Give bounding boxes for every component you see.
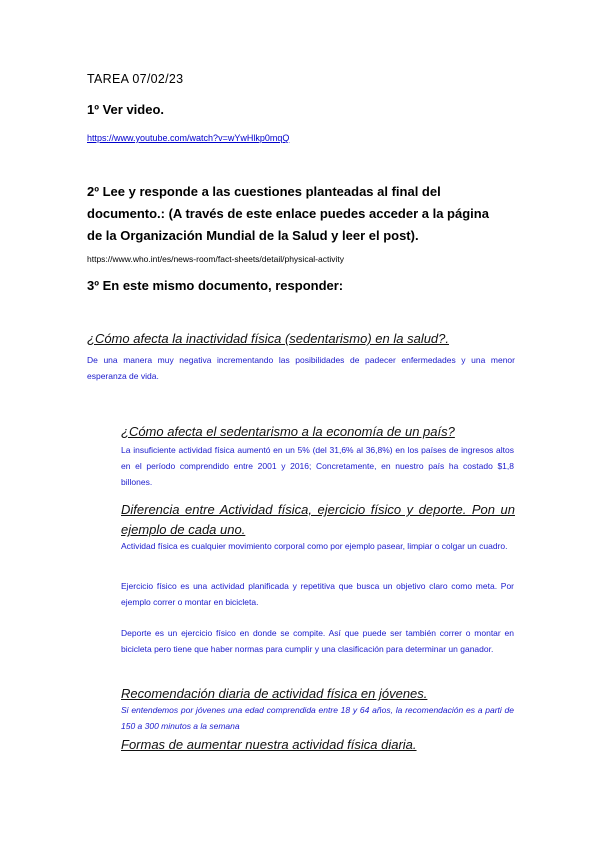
answer-sedentarism-economy: La insuficiente actividad física aumentó en un 5% (del 31,6% al 36,8%) en los países de ingresos altos en el período comprendido entre 2001 y 2016; Concretamente, en nuestro país ha costado $1,8 billones. bbox=[121, 445, 514, 487]
question-sedentarism-health: ¿Cómo afecta la inactividad física (sedentarismo) en la salud?. bbox=[87, 331, 450, 346]
who-url-text: https://www.who.int/es/news-room/fact-sheets/detail/physical-activity bbox=[87, 254, 344, 264]
step-2-heading: 2º Lee y responde a las cuestiones planteadas al final del documento.: (A través de este enlace puedes acceder a la página de la Organización Mundial de la Salud y leer el post). bbox=[87, 184, 489, 243]
video-link[interactable]: https://www.youtube.com/watch?v=wYwHlkp0mqQ bbox=[87, 133, 290, 143]
step-3-heading: 3º En este mismo documento, responder: bbox=[87, 278, 344, 293]
answer-daily-recommendation: Si entendemos por jóvenes una edad comprendida entre 18 y 64 años, la recomendación es a parti de 150 a 300 minutos a la semana bbox=[121, 705, 514, 731]
question-activity-differences: Diferencia entre Actividad física, ejercicio físico y deporte. Pon un ejemplo de cada uno. bbox=[121, 502, 515, 537]
answer-physical-activity: Actividad física es cualquier movimiento corporal como por ejemplo pasear, limpiar o colgar un cuadro. bbox=[121, 541, 508, 551]
answer-sedentarism-health: De una manera muy negativa incrementando las posibilidades de padecer enfermedades y una menor esperanza de vida. bbox=[87, 355, 515, 381]
answer-sport: Deporte es un ejercicio físico en donde se compite. Así que puede ser también correr o montar en bicicleta pero tiene que haber normas para cumplir y una clasificación para determinar un ganador. bbox=[121, 628, 514, 654]
question-sedentarism-economy: ¿Cómo afecta el sedentarismo a la economía de un país? bbox=[121, 424, 455, 439]
question-increase-activity: Formas de aumentar nuestra actividad física diaria. bbox=[121, 737, 417, 752]
step-1-heading: 1º Ver video. bbox=[87, 102, 165, 117]
document-title: TAREA 07/02/23 bbox=[87, 72, 184, 86]
answer-physical-exercise: Ejercicio físico es una actividad planificada y repetitiva que busca un objetivo claro como meta. Por ejemplo correr o montar en bicicleta. bbox=[121, 581, 514, 607]
question-daily-recommendation: Recomendación diaria de actividad física en jóvenes. bbox=[121, 686, 428, 701]
